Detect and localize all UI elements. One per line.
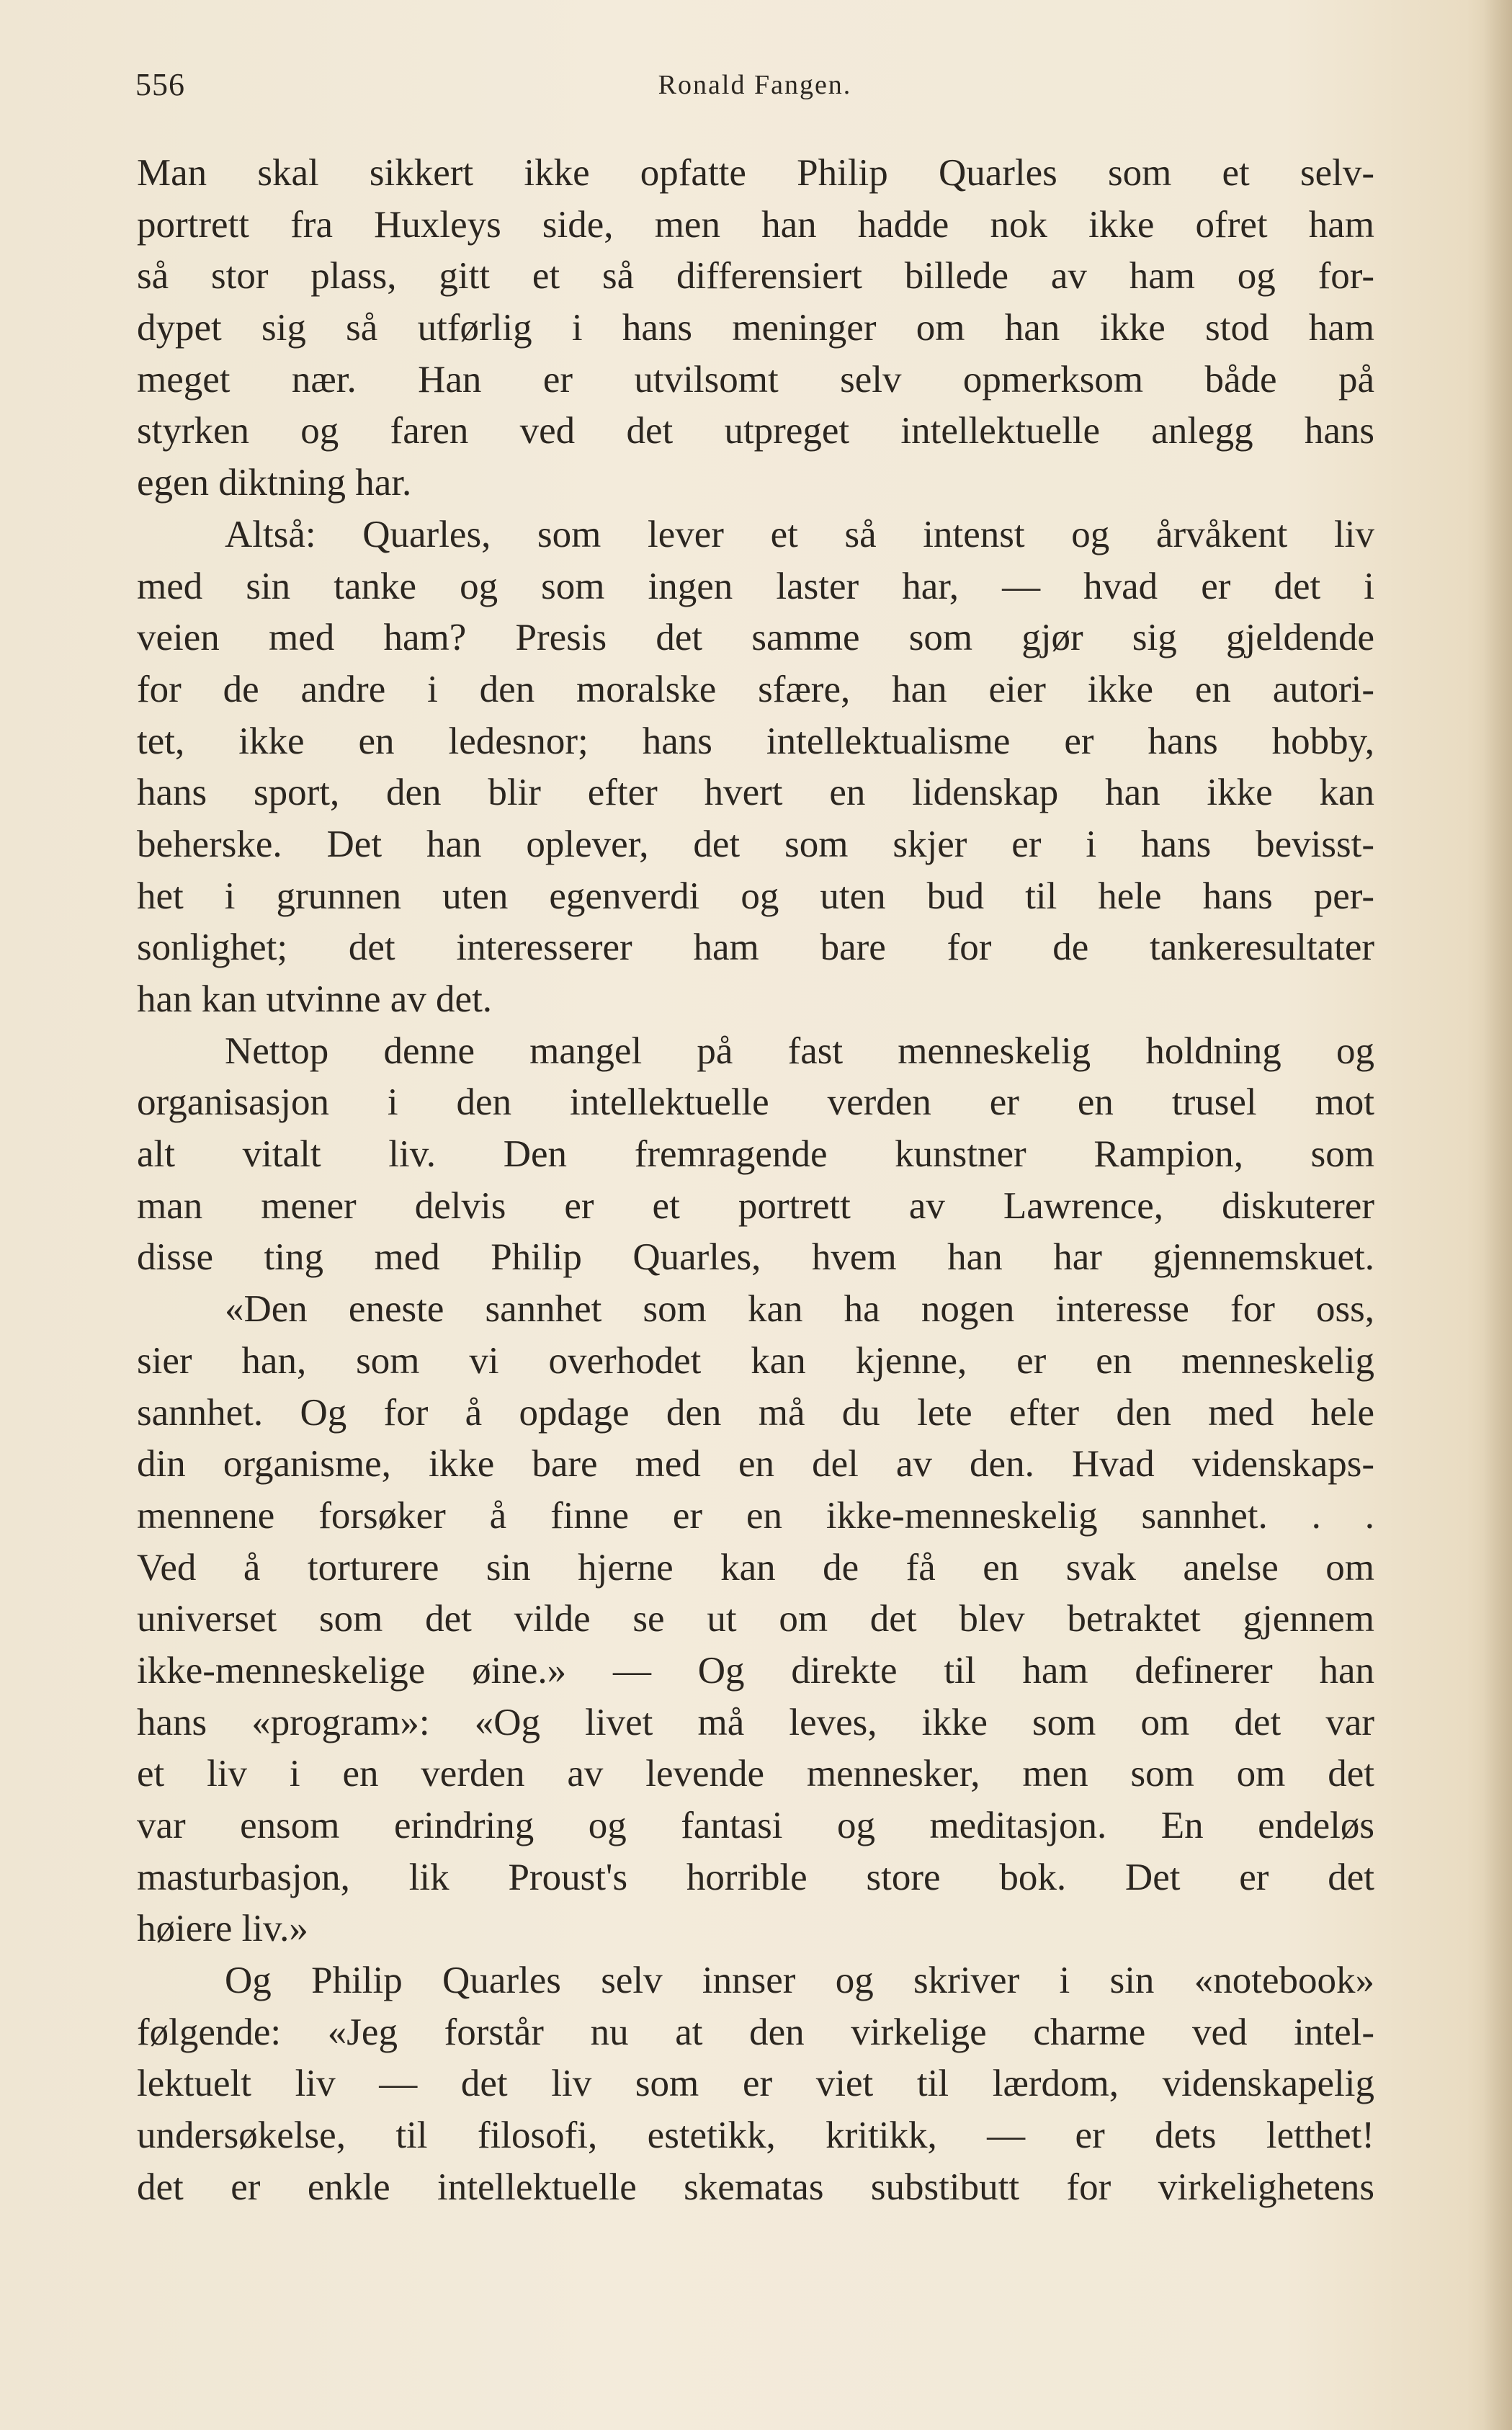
paragraph <box>137 1955 1374 2213</box>
paragraph <box>137 1284 1374 1955</box>
text-line: beherske. Det han oplever, det som skjer er i hans bevisst- <box>137 823 1374 865</box>
text-line: sannhet. Og for å opdage den må du lete efter den med hele <box>137 1391 1374 1434</box>
text-line: følgende: «Jeg forstår nu at den virkelige charme ved intel- <box>137 2011 1374 2053</box>
text-line: din organisme, ikke bare med en del av den. Hvad videnskaps- <box>137 1443 1374 1486</box>
paragraph <box>137 1026 1374 1284</box>
text-line: Man skal sikkert ikke opfatte Philip Quarles som et selv- <box>137 152 1374 194</box>
text-line: var ensom erindring og fantasi og meditasjon. En endeløs <box>137 1805 1374 1846</box>
text-line: hans «program»: «Og livet må leves, ikke som om det var <box>137 1701 1374 1743</box>
body-text <box>137 148 1374 2214</box>
text-line: han kan utvinne av det. <box>137 978 493 1020</box>
text-line: styrken og faren ved det utpreget intellektuelle anlegg hans <box>137 410 1374 452</box>
text-line: universet som det vilde se ut om det blev betraktet gjennem <box>137 1598 1374 1640</box>
text-line: høiere liv.» <box>137 1908 308 1950</box>
text-line: med sin tanke og som ingen laster har, — hvad er det i <box>137 565 1374 607</box>
text-line: disse ting med Philip Quarles, hvem han har gjennemskuet. <box>137 1236 1374 1279</box>
text-line: Ved å torturere sin hjerne kan de få en svak anelse om <box>137 1546 1374 1589</box>
text-line: ikke-menneskelige øine.» — Og direkte til ham definerer han <box>137 1649 1374 1692</box>
paragraph <box>137 509 1374 1026</box>
text-line: man mener delvis er et portrett av Lawrence, diskuterer <box>137 1184 1374 1227</box>
text-line: for de andre i den moralske sfære, han eier ikke en autori- <box>137 668 1374 710</box>
text-line: organisasjon i den intellektuelle verden er en trusel mot <box>137 1081 1374 1124</box>
text-line: het i grunnen uten egenverdi og uten bud til hele hans per- <box>137 875 1374 917</box>
text-line: det er enkle intellektuelle skematas substibutt for virkelighetens <box>137 2166 1374 2208</box>
text-line: lektuelt liv — det liv som er viet til lærdom, videnskapelig <box>137 2063 1374 2105</box>
page-header <box>135 66 1374 117</box>
text-line: så stor plass, gitt et så differensiert billede av ham og for- <box>137 255 1374 298</box>
text-line: egen diktning har. <box>137 462 412 504</box>
text-line: veien med ham? Presis det samme som gjør sig gjeldende <box>137 617 1374 659</box>
text-line: portrett fra Huxleys side, men han hadde nok ikke ofret ham <box>137 203 1374 246</box>
running-head: Ronald Fangen. <box>658 70 852 100</box>
text-line: «Den eneste sannhet som kan ha nogen interesse for oss, <box>225 1288 1374 1331</box>
text-line: hans sport, den blir efter hvert en lidenskap han ikke kan <box>137 772 1374 814</box>
text-line: sonlighet; det interesserer ham bare for de tankeresultater <box>137 926 1374 969</box>
page-number: 556 <box>135 67 185 102</box>
text-line: dypet sig så utførlig i hans meninger om han ikke stod ham <box>137 307 1374 349</box>
page-edge-shadow <box>1483 0 1512 2430</box>
text-line: Og Philip Quarles selv innser og skriver i sin «notebook» <box>225 1960 1374 2002</box>
text-line: Altså: Quarles, som lever et så intenst og årvåkent liv <box>225 513 1374 555</box>
text-line: meget nær. Han er utvilsomt selv opmerksom både på <box>137 358 1374 401</box>
paragraph <box>137 148 1374 509</box>
text-line: masturbasjon, lik Proust's horrible store bok. Det er det <box>137 1856 1374 1898</box>
text-line: et liv i en verden av levende mennesker, men som om det <box>137 1753 1374 1795</box>
text-line: tet, ikke en ledesnor; hans intellektualisme er hans hobby, <box>137 720 1374 762</box>
text-line: sier han, som vi overhodet kan kjenne, er en menneskelig <box>137 1339 1374 1382</box>
text-line: Nettop denne mangel på fast menneskelig holdning og <box>225 1029 1374 1072</box>
text-line: alt vitalt liv. Den fremragende kunstner Rampion, som <box>137 1133 1374 1176</box>
text-line: undersøkelse, til filosofi, estetikk, kritikk, — er dets letthet! <box>137 2114 1374 2157</box>
text-line: mennene forsøker å finne er en ikke-menneskelig sannhet. . . <box>137 1494 1374 1537</box>
